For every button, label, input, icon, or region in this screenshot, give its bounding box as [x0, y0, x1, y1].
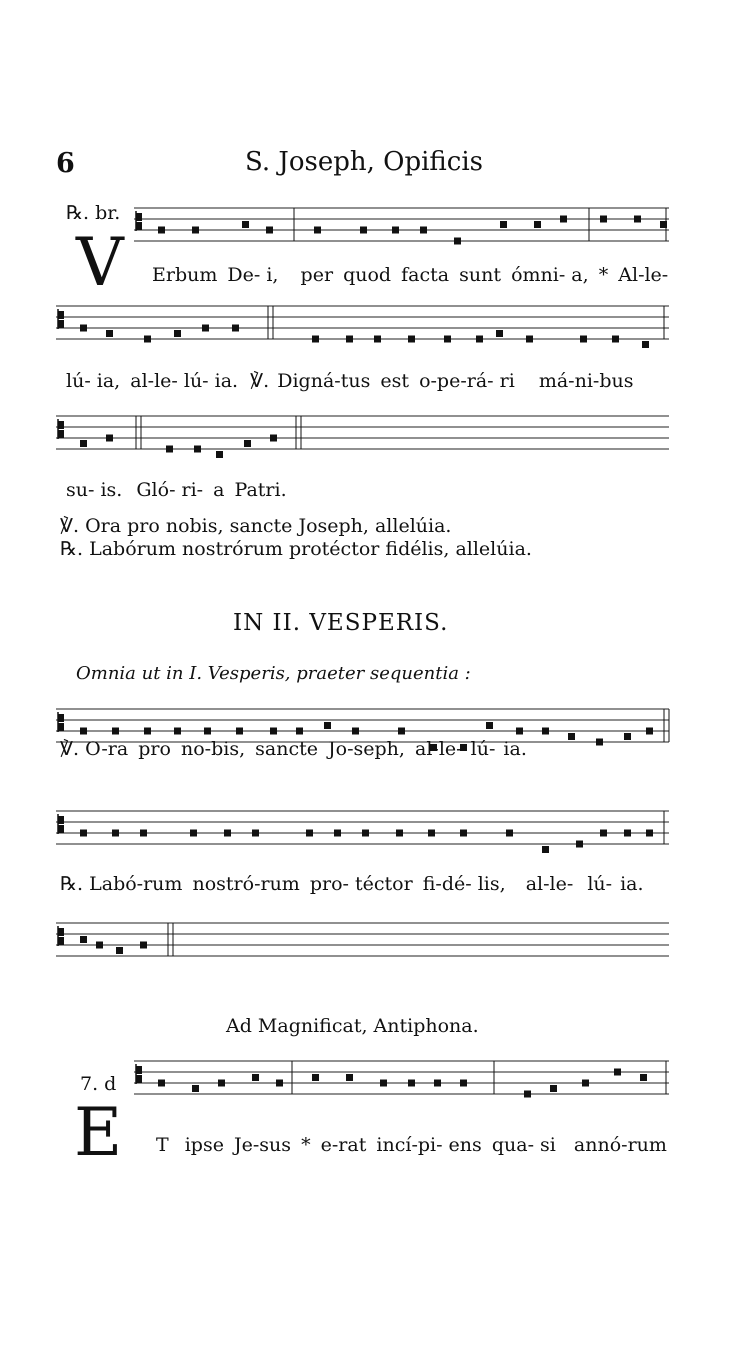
staff-responsory-1 — [134, 202, 669, 262]
staff-antiphon-1 — [134, 1055, 669, 1115]
rubric: Omnia ut in I. Vesperis, praeter sequentia : — [76, 663, 471, 684]
lyrics-line: T ipse Je-sus * e-rat incí-pi- ens qua- si annó-rum — [156, 1134, 667, 1156]
mode-label: 7. d — [80, 1073, 117, 1095]
responsory-label: ℞. br. — [66, 202, 121, 224]
versicle-r: ℞. Labórum nostrórum protéctor fidélis, allelúia. — [60, 538, 532, 560]
section-title: IN II. VESPERIS. — [233, 610, 449, 636]
staff-vespers-r — [56, 805, 669, 865]
lyrics-line: Erbum De- i, per quod facta sunt ómni- a, * Al-le- — [152, 264, 669, 286]
lyrics-line: lú- ia, al-le- lú- ia. ℣. Digná-tus est o-pe-rá- ri má-ni-bus — [66, 370, 634, 392]
running-title: S. Joseph, Opificis — [245, 147, 483, 177]
versicle-v: ℣. Ora pro nobis, sancte Joseph, allelúia. — [60, 515, 452, 537]
staff-vespers-end — [56, 917, 669, 977]
antiphon-title: Ad Magnificat, Antiphona. — [226, 1015, 479, 1037]
page-number: 6 — [56, 148, 75, 179]
lyrics-line: ℞. Labó-rum nostró-rum pro- téctor fi-dé- lis, al-le- lú- ia. — [60, 873, 644, 895]
lyrics-line: su- is. Gló- ri- a Patri. — [66, 479, 287, 501]
lyrics-line: ℣. O-ra pro no-bis, sancte Jo-seph, al-le- lú- ia. — [60, 738, 527, 760]
drop-cap-v: V — [76, 224, 124, 301]
staff-responsory-2 — [56, 300, 669, 360]
drop-cap-e: E — [74, 1094, 123, 1171]
staff-responsory-3 — [56, 410, 669, 470]
